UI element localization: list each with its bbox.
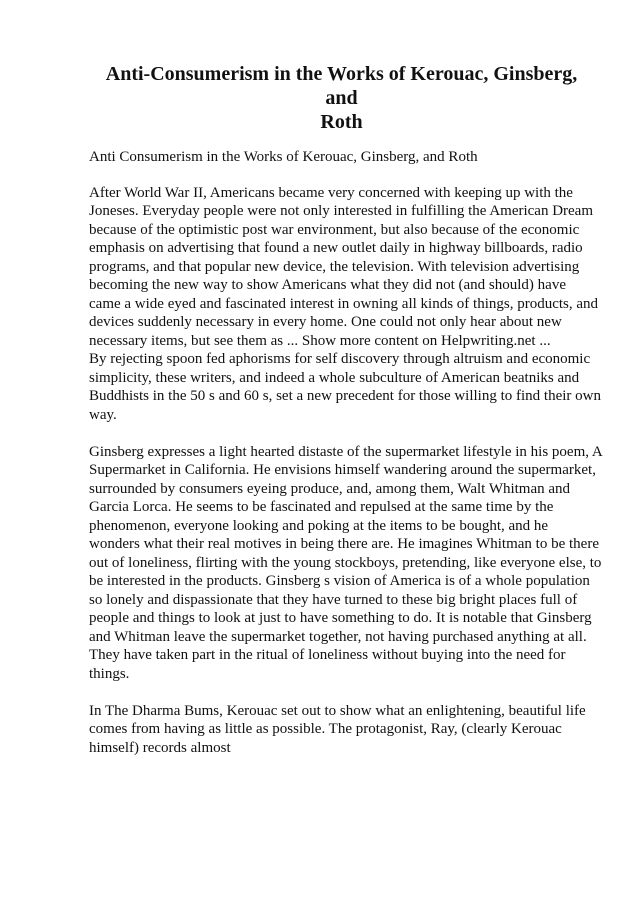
text-line: because of the optimistic post war environment, but also because of the economic bbox=[89, 221, 580, 238]
text-line: Ginsberg expresses a light hearted distaste of the supermarket lifestyle in his poem, A bbox=[89, 443, 603, 460]
text-line: and Whitman leave the supermarket together, not having purchased anything at all. bbox=[89, 628, 587, 645]
text-line: people and things to look at just to have something to do. It is notable that Ginsberg bbox=[89, 610, 592, 626]
document-page bbox=[89, 62, 603, 776]
text-line: Garcia Lorca. He seems to be fascinated and repulsed at the same time by the bbox=[89, 499, 554, 515]
document-subtitle: Anti Consumerism in the Works of Kerouac, Ginsberg, and Roth bbox=[89, 149, 478, 165]
text-line: out of loneliness, flirting with the young stockboys, pretending, like everyone else, to bbox=[89, 554, 602, 571]
text-line: wonders what their real motives in being there are. He imagines Whitman to be there bbox=[89, 536, 599, 552]
paragraph-1 bbox=[89, 184, 601, 425]
text-line: things. bbox=[89, 665, 130, 682]
text-line: By rejecting spoon fed aphorisms for self discovery through altruism and economic bbox=[89, 351, 591, 367]
document-title-line: Anti-Consumerism in the Works of Kerouac, Ginsberg, and bbox=[105, 63, 578, 109]
text-line: programs, and that popular new device, the television. With television advertising bbox=[89, 258, 580, 275]
document-title-line: Roth bbox=[320, 111, 363, 133]
text-line: simplicity, these writers, and indeed a whole subculture of American beatniks and bbox=[89, 369, 580, 386]
text-line: They have taken part in the ritual of loneliness without buying into the need for bbox=[89, 647, 566, 663]
document-title bbox=[89, 62, 594, 134]
text-line: necessary items, but see them as ... Show more content on Helpwriting.net ... bbox=[89, 332, 551, 349]
text-line: phenomenon, everyone looking and poking at the items to be bought, and he bbox=[89, 517, 549, 534]
text-line: way. bbox=[89, 406, 117, 423]
text-line: After World War II, Americans became very concerned with keeping up with the bbox=[89, 184, 573, 201]
text-line: so lonely and dispassionate that they have turned to these big bright places full of bbox=[89, 591, 578, 608]
text-line: Joneses. Everyday people were not only interested in fulfilling the American Dream bbox=[89, 203, 594, 219]
text-line: be interested in the products. Ginsberg s vision of America is of a whole population bbox=[89, 573, 590, 589]
text-line: comes from having as little as possible. The protagonist, Ray, (clearly Kerouac bbox=[89, 721, 562, 737]
text-line: Buddhists in the 50 s and 60 s, set a new precedent for those willing to find their own bbox=[89, 388, 601, 404]
text-line: emphasis on advertising that found a new outlet daily in highway billboards, radio bbox=[89, 240, 583, 256]
text-line: came a wide eyed and fascinated interest in owning all kinds of things, products, and bbox=[89, 295, 599, 312]
paragraph-3 bbox=[89, 702, 594, 758]
text-line: surrounded by consumers eyeing produce, and, among them, Walt Whitman and bbox=[89, 480, 571, 497]
text-line: himself) records almost bbox=[89, 739, 231, 756]
text-line: Supermarket in California. He envisions himself wandering around the supermarket, bbox=[89, 462, 596, 478]
text-line: devices suddenly necessary in every home. One could not only hear about new bbox=[89, 314, 562, 330]
text-line: In The Dharma Bums, Kerouac set out to show what an enlightening, beautiful life bbox=[89, 702, 586, 719]
paragraph-2 bbox=[89, 443, 603, 684]
text-line: becoming the new way to show Americans what they did not (and should) have bbox=[89, 277, 566, 293]
